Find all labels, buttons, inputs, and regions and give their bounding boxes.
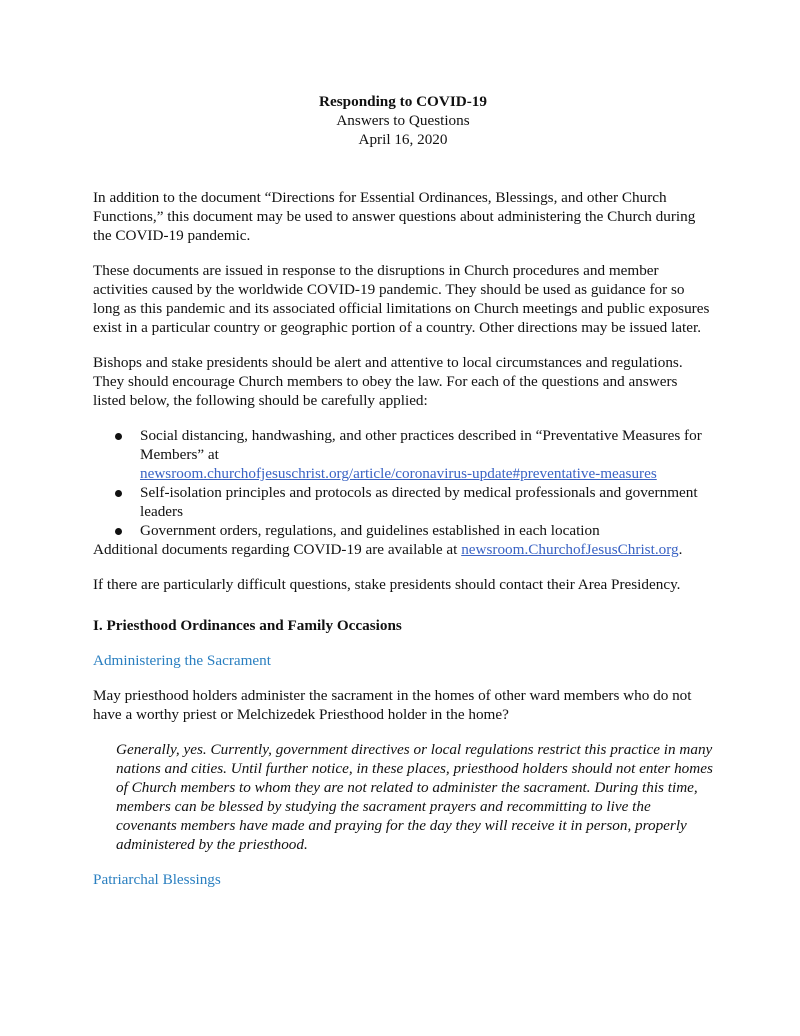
list-item-text: Self-isolation principles and protocols as directed by medical professionals and government leaders (140, 484, 698, 520)
list-item-text: Social distancing, handwashing, and other practices described in “Preventative Measures for Members” at (140, 427, 702, 463)
intro-paragraph-1: In addition to the document “Directions for Essential Ordinances, Blessings, and other Church Functions,” this document may be used to answer questions about administering the Church during the COVID-19 pandemic. (93, 189, 696, 244)
bullet-icon (115, 433, 122, 440)
subsection-heading-patriarchal: Patriarchal Blessings (93, 871, 221, 888)
list-item (93, 483, 713, 521)
document-title: Responding to COVID-19 (319, 93, 487, 110)
answer: Generally, yes. Currently, government directives or local regulations restrict this practice in many nations and cities. Until further notice, in these places, priesthood holders should not enter homes of Church members to whom they are not related to administer the sacrament. During this time, members can be blessed by studying the sacrament prayers and recommitting to live the covenants members have made and praying for the day they will receive it in person, properly administered by the priesthood. (116, 741, 713, 853)
subsection-heading-sacrament: Administering the Sacrament (93, 652, 271, 669)
question: May priesthood holders administer the sacrament in the homes of other ward members who do not have a worthy priest or Melchizedek Priesthood holder in the home? (93, 687, 692, 723)
bullet-icon (115, 528, 122, 535)
list-item (93, 521, 713, 540)
title-block (93, 92, 713, 149)
bullet-icon (115, 490, 122, 497)
additional-text: Additional documents regarding COVID-19 are available at (93, 541, 462, 558)
list-item (93, 426, 713, 483)
period: . (678, 541, 683, 558)
document-subtitle: Answers to Questions (336, 112, 470, 129)
list-item-text: Government orders, regulations, and guidelines established in each location (140, 522, 600, 539)
additional-documents-paragraph (93, 540, 713, 559)
difficult-questions-paragraph: If there are particularly difficult questions, stake presidents should contact their Area Presidency. (93, 576, 681, 593)
section-heading: I. Priesthood Ordinances and Family Occasions (93, 617, 402, 634)
intro-paragraph-2: These documents are issued in response to the disruptions in Church procedures and member activities caused by the worldwide COVID-19 pandemic. They should be used as guidance for so long as this pandemic and its associated official limitations on Church meetings and public exposures exist in a particular country or geographic portion of a country. Other directions may be issued later. (93, 262, 710, 336)
document-page (93, 92, 713, 889)
document-date: April 16, 2020 (358, 131, 448, 148)
guidance-list (93, 426, 713, 540)
preventative-measures-link[interactable]: newsroom.churchofjesuschrist.org/article/coronavirus-update#preventative-measures (140, 465, 657, 482)
newsroom-link[interactable]: newsroom.ChurchofJesusChrist.org (461, 541, 679, 558)
intro-paragraph-3: Bishops and stake presidents should be alert and attentive to local circumstances and regulations. They should encourage Church members to obey the law. For each of the questions and answers listed below, the following should be carefully applied: (93, 354, 683, 409)
